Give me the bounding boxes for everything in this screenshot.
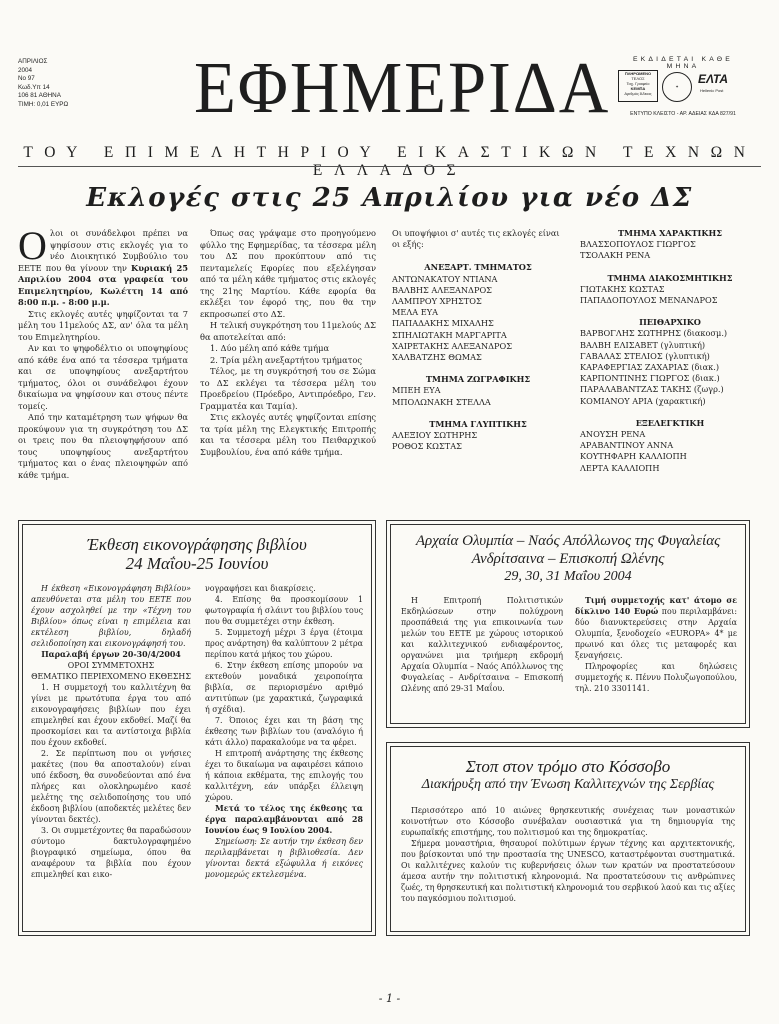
term-item: νογραφήσει και διακρίσεις. xyxy=(205,584,316,593)
term-item: 3. Οι συμμετέχοντες θα παραδώσουν σύντομο δακτυλογραφημένο βιογραφικό σημείωμα, όπου θα αναφέρουν τα βιβλία που έχουν επιμεληθεί και εικο- xyxy=(31,826,191,879)
issue-info xyxy=(18,58,68,110)
group-title: ΑΝΕΞΑΡΤ. ΤΜΗΜΑΤΟΣ xyxy=(424,262,532,273)
group-title: ΤΜΗΜΑ ΖΩΓΡΑΦΙΚΗΣ xyxy=(425,374,531,385)
candidate-name: ΓΑΒΑΛΑΣ ΣΤΕΛΙΟΣ (γλυπτική) xyxy=(580,350,710,361)
candidate-name: ΧΑΙΡΕΤΑΚΗΣ ΑΛΕΞΑΝΔΡΟΣ xyxy=(392,340,513,351)
masthead-subtitle: ΤΟΥ ΕΠΙΜΕΛΗΤΗΡΙΟΥ ΕΙΚΑΣΤΙΚΩΝ ΤΕΧΝΩΝ ΕΛΛΑΔΟΣ xyxy=(23,144,757,179)
page-number: - 1 - xyxy=(378,992,401,1005)
trip-box xyxy=(386,520,750,728)
trip-inclusions: που περιλαμβάνει: δύο διανυκτερεύσεις στην Αρχαία Ολυμπία, ξενοδοχείο «EUROPA» 4* με πρωινό και όλες τις μεταφορές και ξεναγήσεις. xyxy=(575,607,737,660)
masthead-rule xyxy=(18,166,761,167)
candidate-name: ΛΑΜΠΡΟΥ ΧΡΗΣΤΟΣ xyxy=(392,296,482,307)
candidate-name: ΚΑΡΑΦΕΡΓΙΑΣ ΖΑΧΑΡΙΑΣ (διακ.) xyxy=(580,362,720,373)
postage-line: ΠΛΗΡΩΜΕΝΟ xyxy=(624,71,652,76)
candidate-name: ΜΠΟΛΩΝΑΚΗ ΣΤΕΛΛΑ xyxy=(392,396,491,407)
candidate-name: ΠΑΠΑΔΑΚΗΣ ΜΙΧΑΛΗΣ xyxy=(392,318,494,329)
article-paragraph: Όπως σας γράψαμε στο προηγούμενο φύλλο της Εφημερίδας, τα τέσσερα μέλη του ΔΣ που προκύπτουν από τις πενταμελείς Εφορίες που εξελέγησαν από τα μέλη κάθε τμήματος στις εκλογές της 21ης Μαρτίου. Κάθε εφορία θα εκλέξει τον έφορό της, που θα την εκπροσωπεί στο ΔΣ. xyxy=(200,228,376,319)
term-item: 1. Η συμμετοχή του καλλιτέχνη θα γίνει με πρωτότυπα έργα του από εικονογραφήσεις βιβλίων που έχει επιμεληθεί και έχουν εκδοθεί. Μαζί θα προσκομίσει και τα αντίστοιχα βιβλία που έχουν εκδοθεί. xyxy=(31,683,191,747)
article-column-1 xyxy=(18,223,189,481)
term-item: 4. Επίσης θα προσκομίσουν 1 φωτογραφία ή σλάιντ του βιβλίου τους που θα συμμετέχει στην έκθεση. xyxy=(205,595,363,626)
postage-line: ΚΕΜΠΑ xyxy=(630,86,646,91)
issue-price: ΤΙΜΗ: 0,01 ΕΥΡΩ xyxy=(18,100,69,108)
candidate-name: ΠΑΡΑΛΑΒΑΝΤΖΑΣ ΤΑΚΗΣ (ζωγρ.) xyxy=(580,384,724,395)
kosovo-text xyxy=(401,805,735,904)
issue-number: Νο 97 xyxy=(18,75,35,83)
article-list-item: 1. Δύο μέλη από κάθε τμήμα xyxy=(210,343,330,353)
trip-dates: 29, 30, 31 Μαΐου 2004 xyxy=(504,569,632,584)
candidate-name: ΓΙΩΤΑΚΗΣ ΚΩΣΤΑΣ xyxy=(580,283,665,294)
main-headline: Εκλογές στις 25 Απριλίου για νέο ΔΣ xyxy=(86,183,693,213)
candidate-name: ΑΝΟΥΣΗ ΡΕΝΑ xyxy=(580,429,646,440)
drop-cap: Ο xyxy=(18,223,47,268)
candidates-intro: Οι υποψήφιοι σ' αυτές τις εκλογές είναι οι εξής: xyxy=(392,228,560,250)
postage-line: Αριθμός Άδειας xyxy=(624,91,652,96)
kosovo-paragraph: Σήμερα μοναστήρια, θησαυροί πολύτιμων έργων τέχνης και αρχιτεκτονικής, που βρίσκονται υπό την προστασία της UNESCO, καταστρέφονται συστηματικά. Οι καλλιτέχνες καλούν τις κυβερνήσεις όλων των κρατών να προστατεύσουν άμεσα αυτήν την πολιτιστική κληρονομιά. Να προστατεύσουν τις ανθρώπινες ζωές, τη θρησκευτική και πολιτιστική κληρονομιά του σερβικού λαού και τις αξίες του παγκόσμιου πολιτισμού. xyxy=(401,839,735,903)
candidate-name: ΜΕΛΑ ΕΥΑ xyxy=(392,307,439,318)
candidate-name: ΚΟΜΙΑΝΟΥ ΑΡΙΑ (χαρακτική) xyxy=(580,395,706,406)
kosovo-title: Στοπ στον τρόμο στο Κόσσοβο xyxy=(465,757,671,776)
candidate-name: ΑΡΑΒΑΝΤΙΝΟΥ ΑΝΝΑ xyxy=(580,440,674,451)
issue-month: ΑΠΡΙΛΙΟΣ xyxy=(18,58,48,65)
candidate-name: ΑΛΕΞΙΟΥ ΣΩΤΗΡΗΣ xyxy=(392,430,478,441)
exhibition-right-column xyxy=(205,583,363,880)
candidates-column-1 xyxy=(392,228,564,452)
kosovo-subtitle: Διακήρυξη από την Ένωση Καλλιτεχνών της Σερβίας xyxy=(421,777,715,792)
postage-line: ΤΕΛΟΣ xyxy=(631,76,645,81)
theme-heading: ΘΕΜΑΤΙΚΟ ΠΕΡΙΕΧΟΜΕΝΟ ΕΚΘΕΣΗΣ xyxy=(31,672,191,681)
exhibition-title: Έκθεση εικονογράφησης βιβλίου xyxy=(87,535,307,554)
candidate-name: ΡΟΘΟΣ ΚΩΣΤΑΣ xyxy=(392,441,462,452)
candidate-name: ΒΛΑΣΣΟΠΟΥΛΟΣ ΓΙΩΡΓΟΣ xyxy=(580,239,696,250)
exhibition-dates: 24 Μαΐου-25 Ιουνίου xyxy=(125,554,269,573)
election-date-bold: Κυριακή 25 Απριλίου 2004 στα γραφεία του Επιμελητηρίου, Κωλέττη 14 από 8:00 π.μ. - 8:00 μ.μ. xyxy=(18,262,189,307)
issue-city: 106 81 ΑΘΗΝΑ xyxy=(18,92,61,100)
kosovo-paragraph: Περισσότερο από 10 αιώνες θρησκευτικής συνέχειας των μοναστικών κοινοτήτων στο Κόσσοβο συνέβαλαν ουσιαστικά για τη δημιουργία της ευρωπαϊκής επιστήμης, του πολιτισμού και της δημοκρατίας. xyxy=(401,806,735,837)
group-title: ΠΕΙΘΑΡΧΙΚΟ xyxy=(639,317,701,328)
candidate-name: ΒΑΛΒΗ ΕΛΙΣΑΒΕΤ (γλυπτική) xyxy=(580,339,706,350)
term-item: 7. Όποιος έχει και τη βάση της έκθεσης των βιβλίων του (αναλόγιο ή κάτι άλλο) παρακαλούμε να τα φέρει. xyxy=(205,716,363,747)
elta-subtitle: Hellenic Post xyxy=(700,88,724,93)
kosovo-box xyxy=(386,742,750,936)
candidate-name: ΛΕΡΤΑ ΚΑΛΛΙΟΠΗ xyxy=(580,462,660,473)
article-paragraph: Τέλος, με τη συγκρότησή του σε Σώμα το ΔΣ εκλέγει τα τέσσερα μέλη του Προεδρείου (Πρόεδρο, Αντιπρόεδρο, Γεν. Γραμματέα και Ταμία). xyxy=(200,366,376,411)
article-paragraph: Η τελική συγκρότηση του 11μελούς ΔΣ θα αποτελείται από: xyxy=(200,320,376,342)
candidate-name: ΠΑΠΑΔΟΠΟΥΛΟΣ ΜΕΝΑΝΔΡΟΣ xyxy=(580,295,718,306)
candidate-name: ΚΟΥΤΗΦΑΡΗ ΚΑΛΛΙΟΠΗ xyxy=(580,451,687,462)
candidate-name: ΑΝΤΩΝΑΚΑΤΟΥ ΝΤΙΑΝΑ xyxy=(392,273,498,284)
trip-price: Τιμή συμμετοχής κατ' άτομο σε δίκλινο 140 Ευρώ xyxy=(575,596,737,616)
return-notice: Μετά το τέλος της έκθεσης τα έργα παραλαμβάνονται από 28 Ιουνίου έως 9 Ιουλίου 2004. xyxy=(205,804,363,835)
candidates-column-2 xyxy=(580,228,760,474)
term-item: Η επιτροπή ανάρτησης της έκθεσης έχει το δικαίωμα να αφαιρέσει κάποιο ή κάποια εκθέματα, της επιλογής του καλλιτέχνη, εάν υπάρξει έλλειψη χώρου. xyxy=(205,749,363,802)
article-paragraph: Αν και το ψηφοδέλτιο οι υποψηφίους από κάθε ένα από τα τέσσερα τμήματα και σε υποψηφίους ανεξαρτήτου τμήματος, όλοι οι συνάδελφοι έχουν δικαίωμα να ψηφίσουν και στους πέντε τομείς. xyxy=(18,343,188,411)
exhibition-box xyxy=(18,520,376,936)
exhibition-intro: Η έκθεση «Εικονογράφηση Βιβλίου» απευθύνεται στα μέλη του ΕΕΤΕ που έχουν ασχοληθεί με την «Τέχνη του Βιβλίου» όπως είναι η επιμέλεια και εκτέλεση βιβλίου, δηλαδή σελιδοποίηση και εικονογράφησή του. xyxy=(31,584,191,648)
issue-year: 2004 xyxy=(18,66,33,74)
article-paragraph: Στις εκλογές αυτές ψηφίζονται επίσης τα τρία μέλη της Ελεγκτικής Επιτροπής και τα τέσσερα μέλη του Πειθαρχικού Συμβουλίου, ένα από κάθε τμήμα. xyxy=(200,412,376,457)
exhibition-left-column xyxy=(31,583,191,880)
permit-note: ΕΝΤΥΠΟ ΚΛΕΙΣΤΟ - ΑΡ. ΑΔΕΙΑΣ ΚΔΑ 827/91 xyxy=(630,111,736,117)
trip-right-column xyxy=(575,595,737,694)
group-title: ΤΜΗΜΑ ΓΛΥΠΤΙΚΗΣ xyxy=(429,418,527,429)
article-paragraph: Από την καταμέτρηση των ψήφων θα προκύψουν για τη συγκρότηση του ΔΣ οι τρεις που θα πλειοψηφήσουν από τους υποψηφίους ανεξαρτήτου τμήματος και ο ένας πλειοψηφών από κάθε τμήμα. xyxy=(18,412,188,480)
article-paragraph: λοι οι συνάδελφοι πρέπει να ψηφίσουν στις εκλογές για το νέο Διοικητικό Συμβούλιο του ΕΕΤΕ που θα γίνουν την xyxy=(18,228,188,273)
article-column-2 xyxy=(200,228,376,458)
masthead-title: ΕΦΗΜΕΡΙΔΑ xyxy=(194,47,611,128)
frequency-note: ΕΚΔΙΔΕΤΑΙ ΚΑΘΕ ΜΗΝΑ xyxy=(632,56,734,70)
group-title: ΤΜΗΜΑ ΧΑΡΑΚΤΙΚΗΣ xyxy=(617,228,723,238)
issue-code: Κωδ.Υπ 14 xyxy=(18,83,50,91)
trip-title-2: Ανδρίτσαινα – Επισκοπή Ωλένης xyxy=(471,551,665,567)
candidate-name: ΚΑΡΠΟΝΤΙΝΗΣ ΓΙΩΡΓΟΣ (διακ.) xyxy=(580,373,720,384)
article-paragraph: Στις εκλογές αυτές ψηφίζονται τα 7 μέλη του 11μελούς ΔΣ, αν' όλα τα μέλη του Επιμελητηρίου. xyxy=(18,308,188,342)
candidate-name: ΧΑΛΒΑΤΖΗΣ ΘΩΜΑΣ xyxy=(392,352,482,363)
trip-title: Αρχαία Ολυμπία – Ναός Απόλλωνος της Φυγαλείας xyxy=(415,533,721,549)
postal-seal-icon: ✦ xyxy=(662,72,692,102)
term-item: 5. Συμμετοχή μέχρι 3 έργα (έτοιμα προς ανάρτηση) θα καλύπτουν 2 μέτρα περίπου κατά μήκος του χώρου. xyxy=(205,628,363,659)
candidate-name: ΒΑΡΒΟΓΛΗΣ ΣΩΤΗΡΗΣ (διακοσμ.) xyxy=(580,328,728,339)
trip-left-column xyxy=(401,595,563,694)
postage-box xyxy=(618,70,658,102)
candidate-name: ΤΣΟΛΑΚΗ ΡΕΝΑ xyxy=(580,250,651,261)
receive-dates: Παραλαβή έργων 20-30/4/2004 xyxy=(41,650,181,659)
terms-heading: ΟΡΟΙ ΣΥΜΜΕΤΟΧΗΣ xyxy=(67,661,155,670)
candidate-name: ΣΠΗΛΙΩΤΑΚΗ ΜΑΡΓΑΡΙΤΑ xyxy=(392,329,507,340)
trip-info: Πληροφορίες και δηλώσεις συμμετοχής κ. Πέννυ Πολυζωγοπούλου, τηλ. 210 3301141. xyxy=(575,662,737,693)
group-title: ΕΞΕΛΕΓΚΤΙΚΗ xyxy=(635,417,705,428)
term-item: 2. Σε περίπτωση που οι γνήσιες μακέτες (που θα αποσταλούν) είναι υπό έκδοση, θα συνοδεύονται από ένα πλήρες και ολοκληρωμένο κασέ μελέτης της σελιδοποίησης του υπό έκδοση βιβλίου (αποδεκτές μελέτες δεν γίνονται δεκτές). xyxy=(31,749,191,824)
exhibition-note: Σημείωση: Σε αυτήν την έκθεση δεν περιλαμβάνεται η βιβλιοθεσία. Δεν γίνονται δεκτά εξώφυλλα ή εικόνες μονομερώς εκτελεσμένα. xyxy=(205,837,363,879)
article-list-item: 2. Τρία μέλη ανεξαρτήτου τμήματος xyxy=(210,354,363,365)
term-item: 6. Στην έκθεση επίσης μπορούν να εκτεθούν μοναδικά χειροποίητα βιβλία, σε περιορισμένο αριθμό αντιτύπων (με χαρακτικά, ζωγραφικά ή σχέδια). xyxy=(205,661,363,714)
candidate-name: ΒΑΛΒΗΣ ΑΛΕΞΑΝΔΡΟΣ xyxy=(392,284,492,295)
elta-logo: ΕΛΤΑ xyxy=(698,72,729,86)
postage-line: Ταχ. Γραφείο xyxy=(626,81,650,86)
group-title: ΤΜΗΜΑ ΔΙΑΚΟΣΜΗΤΙΚΗΣ xyxy=(607,272,733,283)
candidate-name: ΜΠΕΗ ΕΥΑ xyxy=(392,385,441,396)
trip-description: Η Επιτροπή Πολιτιστικών Εκδηλώσεων στην πολύχρονη προσπάθειά της για επικοινωνία των μελών του ΕΕΤΕ με χώρους ιστορικού και καλλιτεχνικού ενδιαφέροντος, οργανώνει μια τριήμερη εκδρομή Αρχαία Ολυμπία – Ναός Απόλλωνος της Φυγαλείας – Ανδρίτσαινα – Επισκοπή Ωλένης από 29-31 Μαΐου. xyxy=(401,596,563,693)
